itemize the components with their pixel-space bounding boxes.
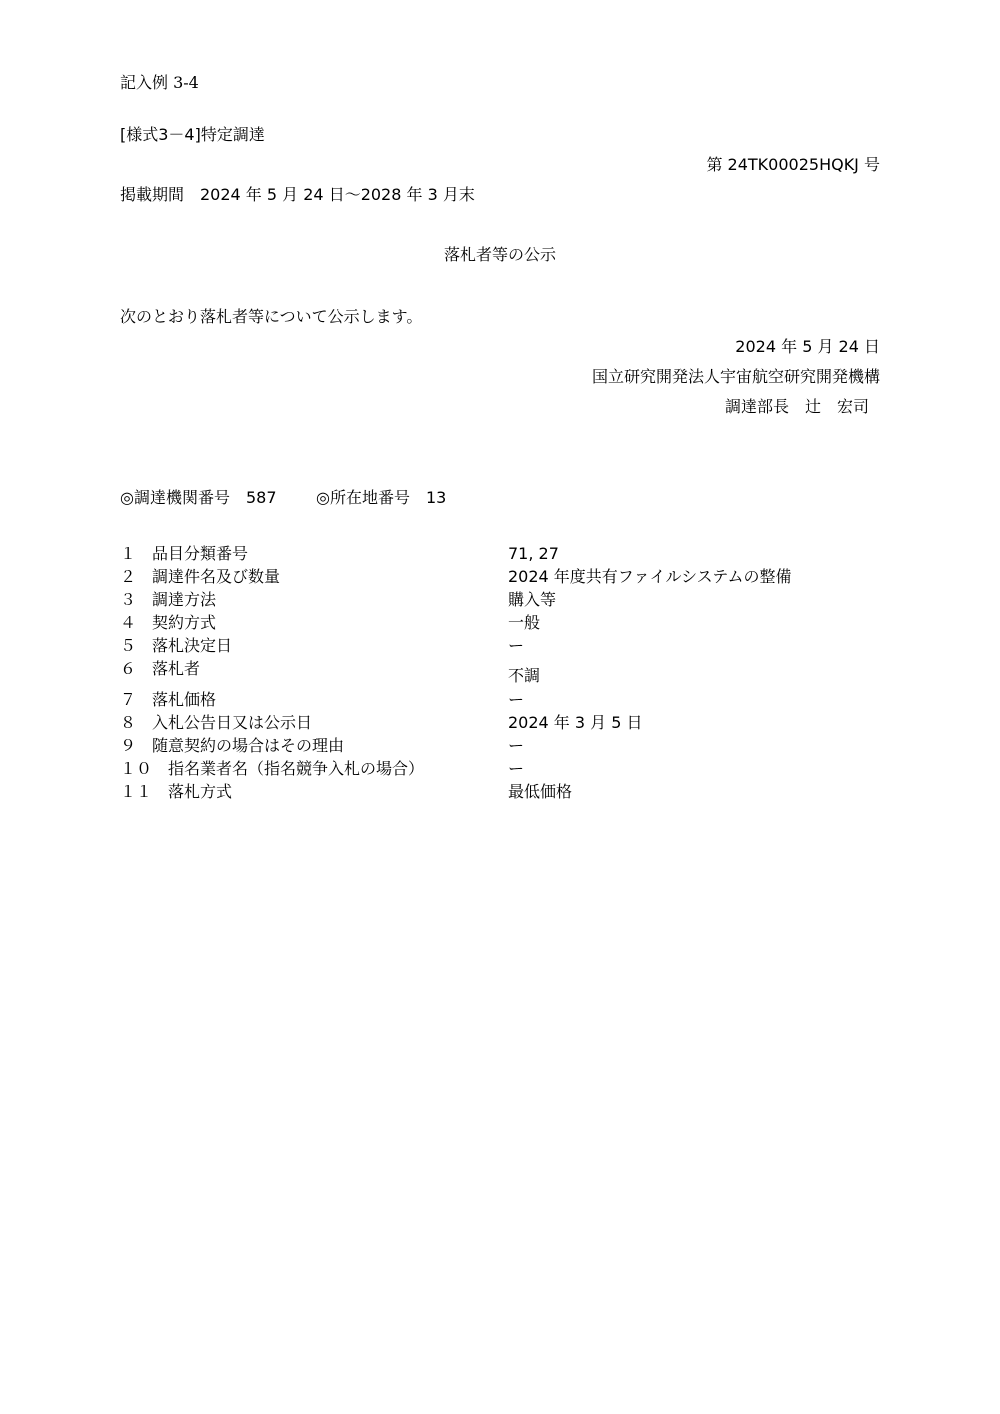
form-label: [様式3－4]特定調達: [120, 125, 265, 144]
item-value: 2024 年 3 月 5 日: [508, 713, 643, 732]
document-number: 第 24TK00025HQKJ 号: [706, 155, 880, 174]
posting-period: 掲載期間 2024 年 5 月 24 日～2028 年 3 月末: [120, 185, 475, 204]
document-title: 落札者等の公示: [443, 245, 556, 264]
item-label: １０ 指名業者名（指名競争入札の場合）: [120, 759, 425, 778]
item-label: ４ 契約方式: [120, 613, 217, 632]
signatory: 調達部長 辻 宏司: [724, 397, 869, 416]
item-value: 2024 年度共有ファイルシステムの整備: [508, 567, 792, 586]
item-value: 71, 27: [508, 544, 559, 563]
intro-text: 次のとおり落札者等について公示します。: [120, 307, 423, 326]
item-label: １１ 落札方式: [120, 782, 233, 801]
location-code: ◎所在地番号 13: [316, 488, 447, 507]
item-value: ー: [508, 736, 525, 755]
item-value: 一般: [508, 613, 541, 632]
item-value: ー: [508, 636, 525, 655]
item-label: ５ 落札決定日: [120, 636, 233, 655]
item-label: １ 品目分類番号: [120, 544, 249, 563]
item-value: 不調: [508, 666, 541, 685]
item-label: ６ 落札者: [120, 659, 201, 678]
agency-code: ◎調達機関番号 587: [120, 488, 277, 507]
issue-date: 2024 年 5 月 24 日: [735, 337, 880, 356]
item-value: ー: [508, 759, 525, 778]
item-value: 最低価格: [508, 782, 573, 801]
item-value: 購入等: [508, 590, 557, 609]
item-label: ３ 調達方法: [120, 590, 217, 609]
item-label: ９ 随意契約の場合はその理由: [120, 736, 345, 755]
item-label: ８ 入札公告日又は公示日: [120, 713, 313, 732]
example-label: 記入例 3-4: [120, 73, 199, 92]
item-label: ２ 調達件名及び数量: [120, 567, 281, 586]
item-value: ー: [508, 690, 525, 709]
item-label: ７ 落札価格: [120, 690, 217, 709]
organization-name: 国立研究開発法人宇宙航空研究開発機構: [591, 367, 880, 386]
